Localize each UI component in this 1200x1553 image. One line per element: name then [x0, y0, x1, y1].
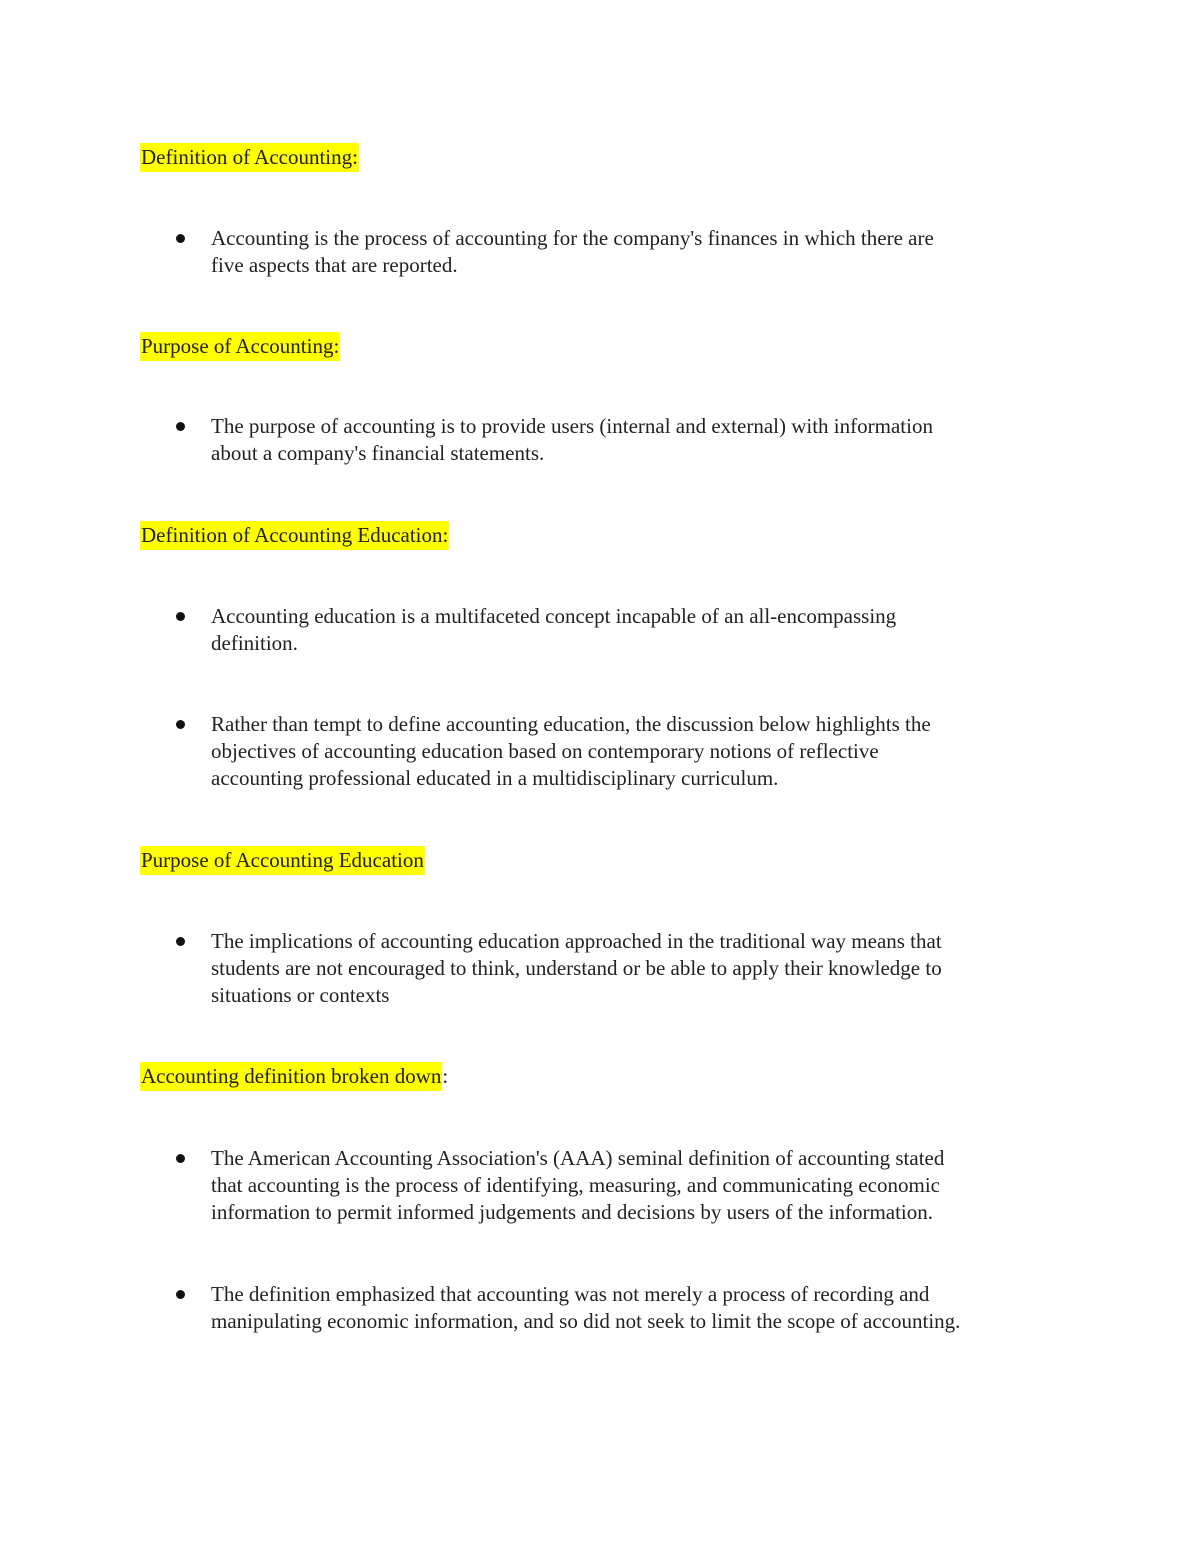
bullet-text: Accounting is the process of accounting for the company's finances in which there are five aspects that are reported. — [211, 226, 934, 277]
heading-definition-of-accounting — [140, 144, 359, 171]
highlighted-heading-text: Purpose of Accounting Education — [140, 846, 425, 875]
heading-suffix: : — [442, 1064, 449, 1088]
highlighted-heading-text: Accounting definition broken down — [140, 1062, 442, 1091]
list-item — [172, 1145, 1052, 1226]
highlighted-heading-text: Purpose of Accounting: — [140, 332, 340, 361]
bullet-icon — [176, 1290, 185, 1299]
bullet-icon — [176, 937, 185, 946]
list-item — [172, 711, 1052, 792]
heading-definition-of-accounting-education — [140, 522, 449, 549]
bullet-text: The implications of accounting education approached in the traditional way means that students are not encouraged to think, understand or be able to apply their knowledge to situations or contexts — [211, 929, 942, 1007]
bullet-icon — [176, 422, 185, 431]
bullet-text: The definition emphasized that accounting was not merely a process of recording and manipulating economic information, and so did not seek to limit the scope of accounting. — [211, 1282, 961, 1333]
heading-accounting-definition-broken-down — [140, 1063, 448, 1090]
list-item — [172, 603, 1052, 657]
bullet-icon — [176, 234, 185, 243]
bullet-text: The purpose of accounting is to provide users (internal and external) with information about a company's financial statements. — [211, 414, 933, 465]
heading-purpose-of-accounting — [140, 333, 340, 360]
list-item — [172, 928, 1052, 1009]
highlighted-heading-text: Definition of Accounting Education: — [140, 521, 449, 550]
bullet-icon — [176, 612, 185, 621]
list-item — [172, 225, 1052, 279]
list-item — [172, 413, 1052, 467]
highlighted-heading-text: Definition of Accounting: — [140, 143, 359, 172]
bullet-text: Rather than tempt to define accounting education, the discussion below highlights the objectives of accounting education based on contemporary notions of reflective accounting professional educated in a multidisciplinary curriculum. — [211, 712, 931, 790]
bullet-text: Accounting education is a multifaceted concept incapable of an all-encompassing definition. — [211, 604, 897, 655]
list-item — [172, 1281, 1052, 1335]
bullet-text: The American Accounting Association's (AAA) seminal definition of accounting stated that accounting is the process of identifying, measuring, and communicating economic information to permit informed judgements and decisions by users of the information. — [211, 1146, 945, 1224]
bullet-icon — [176, 720, 185, 729]
bullet-icon — [176, 1154, 185, 1163]
heading-purpose-of-accounting-education — [140, 847, 425, 874]
